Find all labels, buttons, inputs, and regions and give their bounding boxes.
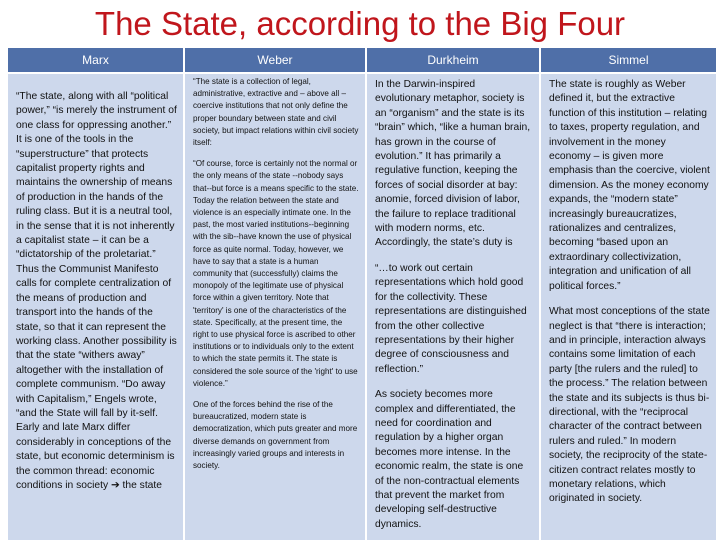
cell-weber bbox=[185, 72, 367, 540]
column-header-marx: Marx bbox=[8, 48, 185, 72]
marx-paragraph-1: “The state, along with all “political power,” “is merely the instrument of one class for oppressing another.” It is one of the tools in the “superstructure” that protects capitalist property rights and maintains the ownership of means of production in the hands of the ruling class. But it is a neutral tool, in the sense that it is not inherently a capitalist state – it can be a “dictatorship of the proletariat.” Thus the Communist Manifesto calls for complete centralization of the means of production and transport into the hands of the state, so that it can represent the working class. Another possibility is that the state “withers away” altogether with the installation of complete communism. “Do away with Capitalism,” Engels wrote, “and the State will fall by it-self. Early and late Marx differ considerably in conceptions of the state, but economic determinism is the common thread: economic conditions in society ➔ the state bbox=[16, 91, 177, 491]
simmel-paragraph-1: The state is roughly as Weber defined it, but the extractive function of this institution – relating to taxes, property regulation, and involvement in the money economy – is given more emphasis than the coercive, violent dimension. As the money economy expands, the “modern state” increasingly bureaucratizes, rationalizes and centralizes, becoming “based upon an extraordinary collectivization, integration and unification of all political forces.” bbox=[549, 79, 710, 292]
column-header-durkheim: Durkheim bbox=[367, 48, 541, 72]
weber-paragraph-2: “Of course, force is certainly not the normal or the only means of the state --nobody says that--but force is a means specific to the state. Today the relation between the state and violence is an especially intimate one. In the past, the most varied institutions--beginning with the sib--have known the use of physical force as quite normal. Today, however, we have to say that a state is a human community that (successfully) claims the monopoly of the legitimate use of physical force within a given territory. Note that 'territory' is one of the characteristics of the state. Specifically, at the present time, the right to use physical force is ascribed to other institutions or to individuals only to the extent to which the state permits it. The state is considered the sole source of the 'right' to use violence.” bbox=[193, 159, 359, 388]
cell-simmel bbox=[541, 72, 718, 540]
weber-paragraph-3: One of the forces behind the rise of the bureaucratized, modern state is democratization, which puts greater and more diverse demands on government from increasingly varied groups and interests in society. bbox=[193, 400, 358, 471]
slide-title: The State, according to the Big Four bbox=[94, 5, 626, 42]
cell-durkheim bbox=[367, 72, 541, 540]
column-header-simmel: Simmel bbox=[541, 48, 718, 72]
weber-paragraph-1: “The state is a collection of legal, administrative, extractive and – above all – coercive institutions that not only define the proper boundary between state and civil society, but impact relations within civil society itself: bbox=[193, 77, 359, 148]
simmel-paragraph-2: What most conceptions of the state neglect is that “there is interaction; and in principle, interaction always contains some limitation of each party [the rulers and the ruled] to the process.” The relation between the state and its subjects is thus bi-directional, with the “reciprocal character of the contract between rulers and ruled.” In modern society, the reciprocity of the state-citizen contract relates mostly to monetary relations, which originated in society. bbox=[549, 306, 710, 505]
column-header-weber: Weber bbox=[185, 48, 367, 72]
comparison-table bbox=[8, 48, 718, 540]
durkheim-paragraph-2: “…to work out certain representations which hold good for the collectivity. These representations are distinguished from the other collective representations by their higher degree of consciousness and reflection.” bbox=[375, 262, 527, 375]
cell-marx bbox=[8, 72, 185, 540]
durkheim-paragraph-1: In the Darwin-inspired evolutionary metaphor, society is an “organism” and the state is its “brain” which, “like a human brain, has grown in the course of evolution.” It has primarily a regulative function, keeping the forces of social disorder at bay: anomie, forced division of labor, the failure to replace traditional with modern norms, etc. Accordingly, the state’s duty is bbox=[375, 79, 531, 249]
durkheim-paragraph-3: As society becomes more complex and differentiated, the need for coordination and regulation by a higher organ becomes more intense. In the economic realm, the state is one of the non-contractual elements that prevent the market from developing self-destructive dynamics. bbox=[375, 389, 524, 530]
